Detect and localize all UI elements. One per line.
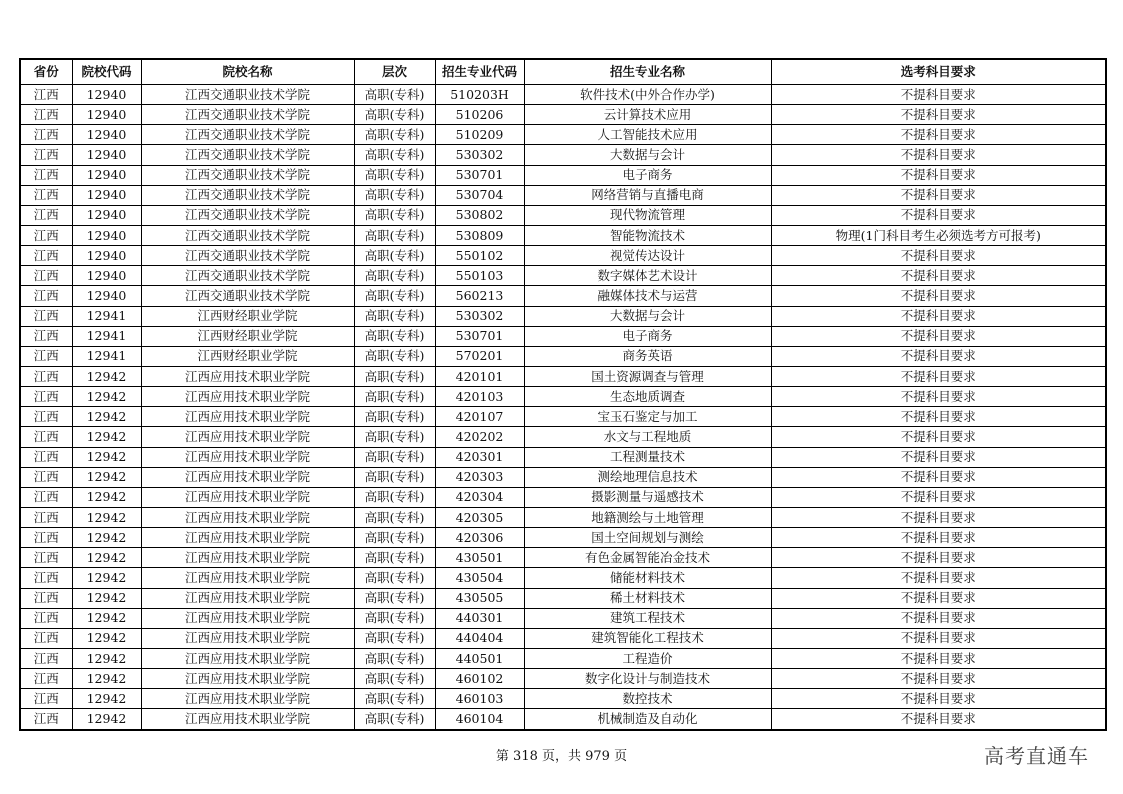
cell-subject-requirement: 不提科目要求 bbox=[771, 528, 1106, 548]
table-row bbox=[20, 306, 1106, 326]
cell-province: 江西 bbox=[20, 709, 72, 730]
cell-level: 高职(专科) bbox=[354, 487, 435, 507]
table-row bbox=[20, 427, 1106, 447]
table-row bbox=[20, 487, 1106, 507]
cell-major-name: 云计算技术应用 bbox=[524, 105, 771, 125]
cell-major-code: 420301 bbox=[435, 447, 524, 467]
cell-major-name: 摄影测量与遥感技术 bbox=[524, 487, 771, 507]
cell-level: 高职(专科) bbox=[354, 346, 435, 366]
cell-province: 江西 bbox=[20, 346, 72, 366]
cell-major-code: 460102 bbox=[435, 669, 524, 689]
cell-province: 江西 bbox=[20, 246, 72, 266]
table-body bbox=[20, 85, 1106, 730]
page-footer bbox=[0, 745, 1123, 764]
cell-major-code: 460104 bbox=[435, 709, 524, 730]
cell-school-name: 江西应用技术职业学院 bbox=[141, 407, 354, 427]
cell-school-name: 江西应用技术职业学院 bbox=[141, 467, 354, 487]
table-row bbox=[20, 568, 1106, 588]
cell-major-name: 大数据与会计 bbox=[524, 145, 771, 165]
cell-level: 高职(专科) bbox=[354, 165, 435, 185]
cell-school-code: 12940 bbox=[72, 145, 141, 165]
column-header-level: 层次 bbox=[354, 59, 435, 85]
cell-major-code: 550103 bbox=[435, 266, 524, 286]
cell-major-code: 530809 bbox=[435, 225, 524, 245]
table-row bbox=[20, 205, 1106, 225]
cell-school-code: 12942 bbox=[72, 568, 141, 588]
cell-school-name: 江西财经职业学院 bbox=[141, 346, 354, 366]
cell-province: 江西 bbox=[20, 387, 72, 407]
cell-major-code: 550102 bbox=[435, 246, 524, 266]
cell-level: 高职(专科) bbox=[354, 528, 435, 548]
cell-major-code: 420107 bbox=[435, 407, 524, 427]
cell-school-code: 12942 bbox=[72, 387, 141, 407]
cell-level: 高职(专科) bbox=[354, 225, 435, 245]
cell-subject-requirement: 不提科目要求 bbox=[771, 709, 1106, 730]
cell-school-code: 12942 bbox=[72, 669, 141, 689]
cell-subject-requirement: 不提科目要求 bbox=[771, 366, 1106, 386]
cell-major-code: 530701 bbox=[435, 165, 524, 185]
cell-school-name: 江西交通职业技术学院 bbox=[141, 286, 354, 306]
cell-level: 高职(专科) bbox=[354, 669, 435, 689]
cell-province: 江西 bbox=[20, 105, 72, 125]
cell-subject-requirement: 不提科目要求 bbox=[771, 306, 1106, 326]
cell-school-name: 江西交通职业技术学院 bbox=[141, 125, 354, 145]
cell-level: 高职(专科) bbox=[354, 326, 435, 346]
cell-subject-requirement: 不提科目要求 bbox=[771, 689, 1106, 709]
watermark-logo-text: 高考直通车 bbox=[984, 744, 1089, 768]
cell-level: 高职(专科) bbox=[354, 568, 435, 588]
cell-major-name: 软件技术(中外合作办学) bbox=[524, 85, 771, 105]
cell-major-code: 570201 bbox=[435, 346, 524, 366]
cell-level: 高职(专科) bbox=[354, 366, 435, 386]
cell-province: 江西 bbox=[20, 145, 72, 165]
cell-province: 江西 bbox=[20, 266, 72, 286]
cell-province: 江西 bbox=[20, 568, 72, 588]
page-number-label: 第 318 页，共 979 页 bbox=[495, 749, 628, 764]
cell-major-code: 420101 bbox=[435, 366, 524, 386]
cell-major-code: 510203H bbox=[435, 85, 524, 105]
cell-school-code: 12942 bbox=[72, 628, 141, 648]
cell-subject-requirement: 不提科目要求 bbox=[771, 165, 1106, 185]
cell-major-name: 数字化设计与制造技术 bbox=[524, 669, 771, 689]
cell-school-code: 12940 bbox=[72, 205, 141, 225]
cell-school-name: 江西应用技术职业学院 bbox=[141, 669, 354, 689]
column-header-subject-requirement: 选考科目要求 bbox=[771, 59, 1106, 85]
cell-major-code: 440404 bbox=[435, 628, 524, 648]
cell-school-code: 12941 bbox=[72, 306, 141, 326]
cell-province: 江西 bbox=[20, 628, 72, 648]
cell-subject-requirement: 不提科目要求 bbox=[771, 387, 1106, 407]
cell-province: 江西 bbox=[20, 407, 72, 427]
cell-school-name: 江西应用技术职业学院 bbox=[141, 628, 354, 648]
table-row bbox=[20, 608, 1106, 628]
cell-province: 江西 bbox=[20, 507, 72, 527]
cell-school-name: 江西应用技术职业学院 bbox=[141, 709, 354, 730]
cell-subject-requirement: 不提科目要求 bbox=[771, 548, 1106, 568]
cell-major-code: 440301 bbox=[435, 608, 524, 628]
cell-province: 江西 bbox=[20, 427, 72, 447]
cell-subject-requirement: 不提科目要求 bbox=[771, 286, 1106, 306]
cell-school-name: 江西应用技术职业学院 bbox=[141, 528, 354, 548]
cell-school-code: 12941 bbox=[72, 326, 141, 346]
cell-school-name: 江西交通职业技术学院 bbox=[141, 85, 354, 105]
cell-subject-requirement: 不提科目要求 bbox=[771, 145, 1106, 165]
cell-province: 江西 bbox=[20, 366, 72, 386]
cell-school-code: 12940 bbox=[72, 165, 141, 185]
table-row bbox=[20, 669, 1106, 689]
cell-level: 高职(专科) bbox=[354, 507, 435, 527]
cell-level: 高职(专科) bbox=[354, 266, 435, 286]
cell-province: 江西 bbox=[20, 125, 72, 145]
cell-school-code: 12942 bbox=[72, 588, 141, 608]
cell-province: 江西 bbox=[20, 548, 72, 568]
cell-major-name: 电子商务 bbox=[524, 165, 771, 185]
cell-school-name: 江西财经职业学院 bbox=[141, 326, 354, 346]
enrollment-table bbox=[19, 58, 1107, 731]
cell-level: 高职(专科) bbox=[354, 145, 435, 165]
cell-school-name: 江西应用技术职业学院 bbox=[141, 568, 354, 588]
cell-major-code: 560213 bbox=[435, 286, 524, 306]
cell-subject-requirement: 不提科目要求 bbox=[771, 588, 1106, 608]
cell-level: 高职(专科) bbox=[354, 286, 435, 306]
table-row bbox=[20, 326, 1106, 346]
cell-school-code: 12942 bbox=[72, 447, 141, 467]
table-row bbox=[20, 709, 1106, 730]
cell-major-name: 水文与工程地质 bbox=[524, 427, 771, 447]
cell-major-name: 融媒体技术与运营 bbox=[524, 286, 771, 306]
cell-school-code: 12942 bbox=[72, 507, 141, 527]
table-row bbox=[20, 648, 1106, 668]
cell-school-name: 江西交通职业技术学院 bbox=[141, 165, 354, 185]
cell-level: 高职(专科) bbox=[354, 85, 435, 105]
cell-level: 高职(专科) bbox=[354, 185, 435, 205]
cell-province: 江西 bbox=[20, 648, 72, 668]
cell-subject-requirement: 不提科目要求 bbox=[771, 266, 1106, 286]
cell-major-name: 工程测量技术 bbox=[524, 447, 771, 467]
table-row bbox=[20, 366, 1106, 386]
cell-school-code: 12940 bbox=[72, 246, 141, 266]
cell-subject-requirement: 不提科目要求 bbox=[771, 487, 1106, 507]
cell-major-name: 工程造价 bbox=[524, 648, 771, 668]
cell-province: 江西 bbox=[20, 225, 72, 245]
cell-school-code: 12942 bbox=[72, 648, 141, 668]
cell-school-code: 12940 bbox=[72, 286, 141, 306]
cell-major-code: 440501 bbox=[435, 648, 524, 668]
table-row bbox=[20, 105, 1106, 125]
cell-level: 高职(专科) bbox=[354, 548, 435, 568]
cell-school-code: 12940 bbox=[72, 266, 141, 286]
cell-province: 江西 bbox=[20, 528, 72, 548]
cell-province: 江西 bbox=[20, 306, 72, 326]
cell-major-name: 现代物流管理 bbox=[524, 205, 771, 225]
cell-major-name: 机械制造及自动化 bbox=[524, 709, 771, 730]
cell-level: 高职(专科) bbox=[354, 387, 435, 407]
cell-level: 高职(专科) bbox=[354, 125, 435, 145]
cell-level: 高职(专科) bbox=[354, 105, 435, 125]
cell-major-name: 国土资源调查与管理 bbox=[524, 366, 771, 386]
cell-subject-requirement: 不提科目要求 bbox=[771, 568, 1106, 588]
cell-province: 江西 bbox=[20, 669, 72, 689]
cell-subject-requirement: 不提科目要求 bbox=[771, 447, 1106, 467]
column-header-school-code: 院校代码 bbox=[72, 59, 141, 85]
table-row bbox=[20, 286, 1106, 306]
cell-school-name: 江西交通职业技术学院 bbox=[141, 266, 354, 286]
cell-province: 江西 bbox=[20, 165, 72, 185]
cell-major-name: 大数据与会计 bbox=[524, 306, 771, 326]
cell-school-code: 12940 bbox=[72, 225, 141, 245]
cell-major-name: 视觉传达设计 bbox=[524, 246, 771, 266]
cell-major-name: 建筑工程技术 bbox=[524, 608, 771, 628]
cell-major-name: 宝玉石鉴定与加工 bbox=[524, 407, 771, 427]
cell-province: 江西 bbox=[20, 487, 72, 507]
cell-subject-requirement: 不提科目要求 bbox=[771, 467, 1106, 487]
cell-school-name: 江西应用技术职业学院 bbox=[141, 507, 354, 527]
column-header-major-code: 招生专业代码 bbox=[435, 59, 524, 85]
cell-school-code: 12942 bbox=[72, 487, 141, 507]
cell-subject-requirement: 不提科目要求 bbox=[771, 85, 1106, 105]
table-row bbox=[20, 467, 1106, 487]
cell-school-code: 12942 bbox=[72, 528, 141, 548]
cell-major-name: 测绘地理信息技术 bbox=[524, 467, 771, 487]
cell-major-name: 储能材料技术 bbox=[524, 568, 771, 588]
cell-school-code: 12942 bbox=[72, 709, 141, 730]
cell-subject-requirement: 不提科目要求 bbox=[771, 205, 1106, 225]
cell-province: 江西 bbox=[20, 205, 72, 225]
cell-school-name: 江西应用技术职业学院 bbox=[141, 689, 354, 709]
cell-school-name: 江西交通职业技术学院 bbox=[141, 185, 354, 205]
cell-subject-requirement: 不提科目要求 bbox=[771, 608, 1106, 628]
cell-school-name: 江西应用技术职业学院 bbox=[141, 548, 354, 568]
table-row bbox=[20, 447, 1106, 467]
cell-major-code: 530302 bbox=[435, 145, 524, 165]
cell-school-code: 12942 bbox=[72, 407, 141, 427]
cell-major-name: 建筑智能化工程技术 bbox=[524, 628, 771, 648]
cell-subject-requirement: 不提科目要求 bbox=[771, 346, 1106, 366]
cell-school-name: 江西交通职业技术学院 bbox=[141, 205, 354, 225]
cell-school-name: 江西交通职业技术学院 bbox=[141, 246, 354, 266]
cell-major-code: 420303 bbox=[435, 467, 524, 487]
cell-major-code: 430505 bbox=[435, 588, 524, 608]
cell-level: 高职(专科) bbox=[354, 427, 435, 447]
cell-major-name: 有色金属智能冶金技术 bbox=[524, 548, 771, 568]
cell-school-name: 江西交通职业技术学院 bbox=[141, 145, 354, 165]
column-header-major-name: 招生专业名称 bbox=[524, 59, 771, 85]
cell-province: 江西 bbox=[20, 588, 72, 608]
cell-level: 高职(专科) bbox=[354, 608, 435, 628]
cell-level: 高职(专科) bbox=[354, 628, 435, 648]
cell-province: 江西 bbox=[20, 608, 72, 628]
enrollment-table-container bbox=[19, 58, 1105, 731]
cell-subject-requirement: 不提科目要求 bbox=[771, 648, 1106, 668]
cell-province: 江西 bbox=[20, 447, 72, 467]
cell-school-name: 江西应用技术职业学院 bbox=[141, 427, 354, 447]
cell-province: 江西 bbox=[20, 286, 72, 306]
cell-subject-requirement: 不提科目要求 bbox=[771, 669, 1106, 689]
cell-major-name: 智能物流技术 bbox=[524, 225, 771, 245]
cell-school-name: 江西应用技术职业学院 bbox=[141, 387, 354, 407]
column-header-province: 省份 bbox=[20, 59, 72, 85]
cell-school-name: 江西应用技术职业学院 bbox=[141, 487, 354, 507]
cell-subject-requirement: 不提科目要求 bbox=[771, 246, 1106, 266]
cell-province: 江西 bbox=[20, 689, 72, 709]
cell-level: 高职(专科) bbox=[354, 447, 435, 467]
cell-level: 高职(专科) bbox=[354, 306, 435, 326]
cell-level: 高职(专科) bbox=[354, 588, 435, 608]
cell-major-code: 430504 bbox=[435, 568, 524, 588]
cell-school-name: 江西交通职业技术学院 bbox=[141, 105, 354, 125]
cell-level: 高职(专科) bbox=[354, 246, 435, 266]
table-row bbox=[20, 628, 1106, 648]
table-row bbox=[20, 387, 1106, 407]
cell-level: 高职(专科) bbox=[354, 205, 435, 225]
cell-school-name: 江西应用技术职业学院 bbox=[141, 648, 354, 668]
cell-subject-requirement: 不提科目要求 bbox=[771, 407, 1106, 427]
table-row bbox=[20, 85, 1106, 105]
cell-school-code: 12942 bbox=[72, 366, 141, 386]
cell-level: 高职(专科) bbox=[354, 709, 435, 730]
cell-level: 高职(专科) bbox=[354, 689, 435, 709]
table-row bbox=[20, 407, 1106, 427]
cell-subject-requirement: 不提科目要求 bbox=[771, 507, 1106, 527]
cell-major-code: 460103 bbox=[435, 689, 524, 709]
table-row bbox=[20, 165, 1106, 185]
cell-province: 江西 bbox=[20, 85, 72, 105]
cell-school-code: 12942 bbox=[72, 467, 141, 487]
cell-major-name: 生态地质调查 bbox=[524, 387, 771, 407]
cell-school-name: 江西应用技术职业学院 bbox=[141, 447, 354, 467]
cell-subject-requirement: 不提科目要求 bbox=[771, 125, 1106, 145]
cell-school-code: 12940 bbox=[72, 185, 141, 205]
cell-major-code: 420304 bbox=[435, 487, 524, 507]
cell-subject-requirement: 物理(1门科目考生必须选考方可报考) bbox=[771, 225, 1106, 245]
column-header-school-name: 院校名称 bbox=[141, 59, 354, 85]
table-row bbox=[20, 185, 1106, 205]
cell-subject-requirement: 不提科目要求 bbox=[771, 628, 1106, 648]
cell-level: 高职(专科) bbox=[354, 407, 435, 427]
cell-school-code: 12940 bbox=[72, 85, 141, 105]
table-row bbox=[20, 528, 1106, 548]
table-row bbox=[20, 145, 1106, 165]
table-row bbox=[20, 689, 1106, 709]
cell-subject-requirement: 不提科目要求 bbox=[771, 427, 1106, 447]
cell-school-name: 江西应用技术职业学院 bbox=[141, 588, 354, 608]
cell-school-name: 江西应用技术职业学院 bbox=[141, 366, 354, 386]
cell-major-name: 商务英语 bbox=[524, 346, 771, 366]
cell-major-code: 510209 bbox=[435, 125, 524, 145]
cell-major-code: 530802 bbox=[435, 205, 524, 225]
cell-school-code: 12942 bbox=[72, 427, 141, 447]
table-row bbox=[20, 548, 1106, 568]
cell-major-code: 420305 bbox=[435, 507, 524, 527]
cell-subject-requirement: 不提科目要求 bbox=[771, 105, 1106, 125]
cell-school-code: 12940 bbox=[72, 125, 141, 145]
cell-major-code: 420306 bbox=[435, 528, 524, 548]
cell-major-code: 530302 bbox=[435, 306, 524, 326]
cell-subject-requirement: 不提科目要求 bbox=[771, 326, 1106, 346]
table-row bbox=[20, 225, 1106, 245]
cell-major-name: 人工智能技术应用 bbox=[524, 125, 771, 145]
cell-major-code: 510206 bbox=[435, 105, 524, 125]
cell-major-code: 420202 bbox=[435, 427, 524, 447]
table-row bbox=[20, 266, 1106, 286]
cell-major-code: 530701 bbox=[435, 326, 524, 346]
cell-major-code: 530704 bbox=[435, 185, 524, 205]
cell-school-code: 12942 bbox=[72, 548, 141, 568]
cell-school-code: 12942 bbox=[72, 689, 141, 709]
cell-level: 高职(专科) bbox=[354, 648, 435, 668]
table-row bbox=[20, 346, 1106, 366]
cell-province: 江西 bbox=[20, 326, 72, 346]
table-row bbox=[20, 588, 1106, 608]
cell-major-name: 网络营销与直播电商 bbox=[524, 185, 771, 205]
cell-major-name: 数控技术 bbox=[524, 689, 771, 709]
cell-school-code: 12940 bbox=[72, 105, 141, 125]
cell-major-name: 电子商务 bbox=[524, 326, 771, 346]
cell-school-name: 江西财经职业学院 bbox=[141, 306, 354, 326]
cell-school-code: 12942 bbox=[72, 608, 141, 628]
table-header-row bbox=[20, 59, 1106, 85]
cell-major-name: 国土空间规划与测绘 bbox=[524, 528, 771, 548]
cell-major-code: 430501 bbox=[435, 548, 524, 568]
cell-major-code: 420103 bbox=[435, 387, 524, 407]
table-row bbox=[20, 246, 1106, 266]
table-row bbox=[20, 507, 1106, 527]
cell-school-code: 12941 bbox=[72, 346, 141, 366]
table-row bbox=[20, 125, 1106, 145]
cell-major-name: 地籍测绘与土地管理 bbox=[524, 507, 771, 527]
cell-major-name: 稀土材料技术 bbox=[524, 588, 771, 608]
cell-major-name: 数字媒体艺术设计 bbox=[524, 266, 771, 286]
cell-province: 江西 bbox=[20, 467, 72, 487]
cell-school-name: 江西交通职业技术学院 bbox=[141, 225, 354, 245]
cell-province: 江西 bbox=[20, 185, 72, 205]
cell-school-name: 江西应用技术职业学院 bbox=[141, 608, 354, 628]
cell-subject-requirement: 不提科目要求 bbox=[771, 185, 1106, 205]
cell-level: 高职(专科) bbox=[354, 467, 435, 487]
